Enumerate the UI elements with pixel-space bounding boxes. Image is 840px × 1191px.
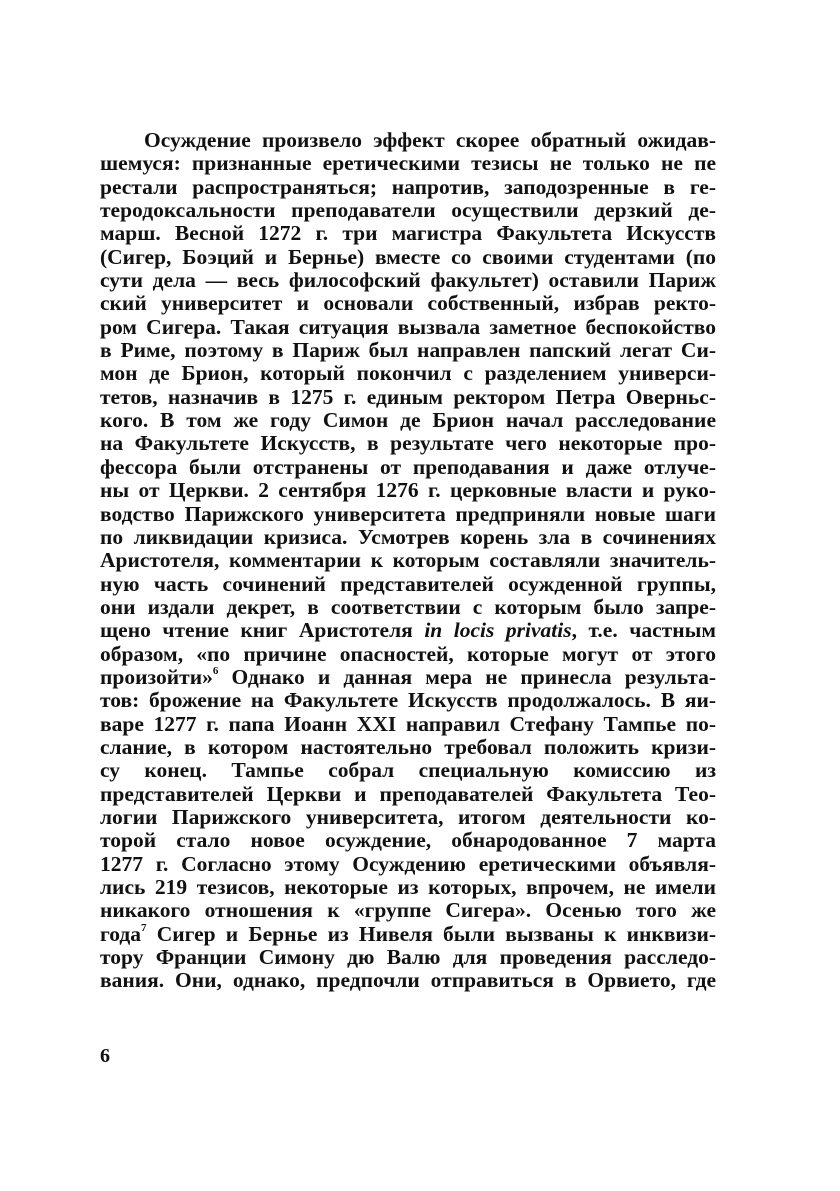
- text-line: они издали декрет, в соответствии с которым было запре-: [100, 594, 716, 619]
- text-segment: , т.е. частным: [571, 618, 717, 643]
- text-segment: щено чтение книг Аристотеля: [100, 618, 413, 643]
- text-segment: Сигер и Бернье из Нивеля были вызваны к инквизи-: [146, 921, 716, 946]
- text-line: варе 1277 г. папа Иоанн XXI направил Стефану Тампье по-: [100, 711, 716, 736]
- text-line: водство Парижского университета предприняли новые шаги: [100, 501, 716, 526]
- text-line: ную часть сочинений представителей осужденной группы,: [100, 571, 716, 596]
- text-line: тетов, назначив в 1275 г. единым ректором Петра Оверньс-: [100, 384, 716, 409]
- text-line: лись 219 тезисов, некоторые из которых, впрочем, не имели: [100, 875, 716, 899]
- footnote-marker: 7: [140, 921, 147, 934]
- text-line: слание, в котором настоятельно требовал положить кризи-: [100, 734, 716, 759]
- text-line: логии Парижского университета, итогом деятельности ко-: [100, 804, 716, 829]
- text-line: представителей Церкви и преподавателей Факультета Тео-: [100, 781, 716, 806]
- body-text: [100, 129, 716, 993]
- text-segment: года: [100, 921, 141, 946]
- italic-phrase: in locis privatis: [424, 618, 572, 643]
- text-line: Осуждение произвело эффект скорее обратный ожидав-: [144, 128, 716, 152]
- text-line: фессора были отстранены от преподавания и даже отлуче-: [100, 454, 716, 479]
- text-line: по ликвидации кризиса. Усмотрев корень зла в сочинениях: [100, 524, 716, 549]
- text-line: рестали распространяться; напротив, заподозренные в ге-: [100, 174, 716, 199]
- text-line: вания. Они, однако, предпочли отправиться в Орвието, где: [100, 968, 716, 993]
- footnote-marker: 6: [212, 664, 219, 677]
- text-line: теродоксальности преподаватели осуществили дерзкий де-: [100, 198, 716, 223]
- text-segment: произойти»: [100, 664, 213, 689]
- text-line: [100, 666, 716, 689]
- text-line: тору Франции Симону дю Валю для проведения расследо-: [100, 945, 716, 970]
- text-line: ский университет и основали собственный, избрав ректо-: [100, 291, 716, 316]
- text-line: никакого отношения к «группе Сигера». Осенью того же: [100, 898, 716, 923]
- text-line: в Риме, поэтому в Париж был направлен папский легат Си-: [100, 338, 716, 363]
- text-line: мон де Брион, который покончил с разделением универси-: [100, 361, 716, 386]
- text-line: тов: брожение на Факультете Искусств продолжалось. В яи-: [100, 688, 716, 713]
- text-line: образом, «по причине опасностей, которые могут от этого: [100, 641, 716, 666]
- text-line: 1277 г. Согласно этому Осуждению еретическими объявля-: [100, 851, 716, 876]
- text-line: кого. В том же году Симон де Брион начал расследование: [100, 408, 716, 433]
- text-line: на Факультете Искусств, в результате чего некоторые про-: [100, 431, 716, 456]
- text-line: марш. Весной 1272 г. три магистра Факультета Искусств: [100, 221, 716, 246]
- text-segment: Однако и данная мера не принесла результа-: [218, 664, 716, 689]
- text-line: су конец. Тампье собрал специальную комиссию из: [100, 758, 716, 783]
- text-line: ром Сигера. Такая ситуация вызвала заметное беспокойство: [100, 314, 716, 339]
- page-number: 6: [100, 1045, 110, 1067]
- text-line: [100, 923, 716, 946]
- text-line: торой стало новое осуждение, обнародованное 7 марта: [100, 828, 716, 853]
- text-line: (Сигер, Боэций и Бернье) вместе со своими студентами (по: [100, 244, 716, 269]
- text-line: ны от Церкви. 2 сентября 1276 г. церковные власти и руко-: [100, 478, 716, 503]
- text-line: шемуся: признанные еретическими тезисы не только не пе: [100, 151, 716, 176]
- text-line: [100, 619, 716, 642]
- text-line: сути дела — весь философский факультет) оставили Париж: [100, 268, 716, 293]
- text-line: Аристотеля, комментарии к которым составляли значитель-: [100, 548, 716, 573]
